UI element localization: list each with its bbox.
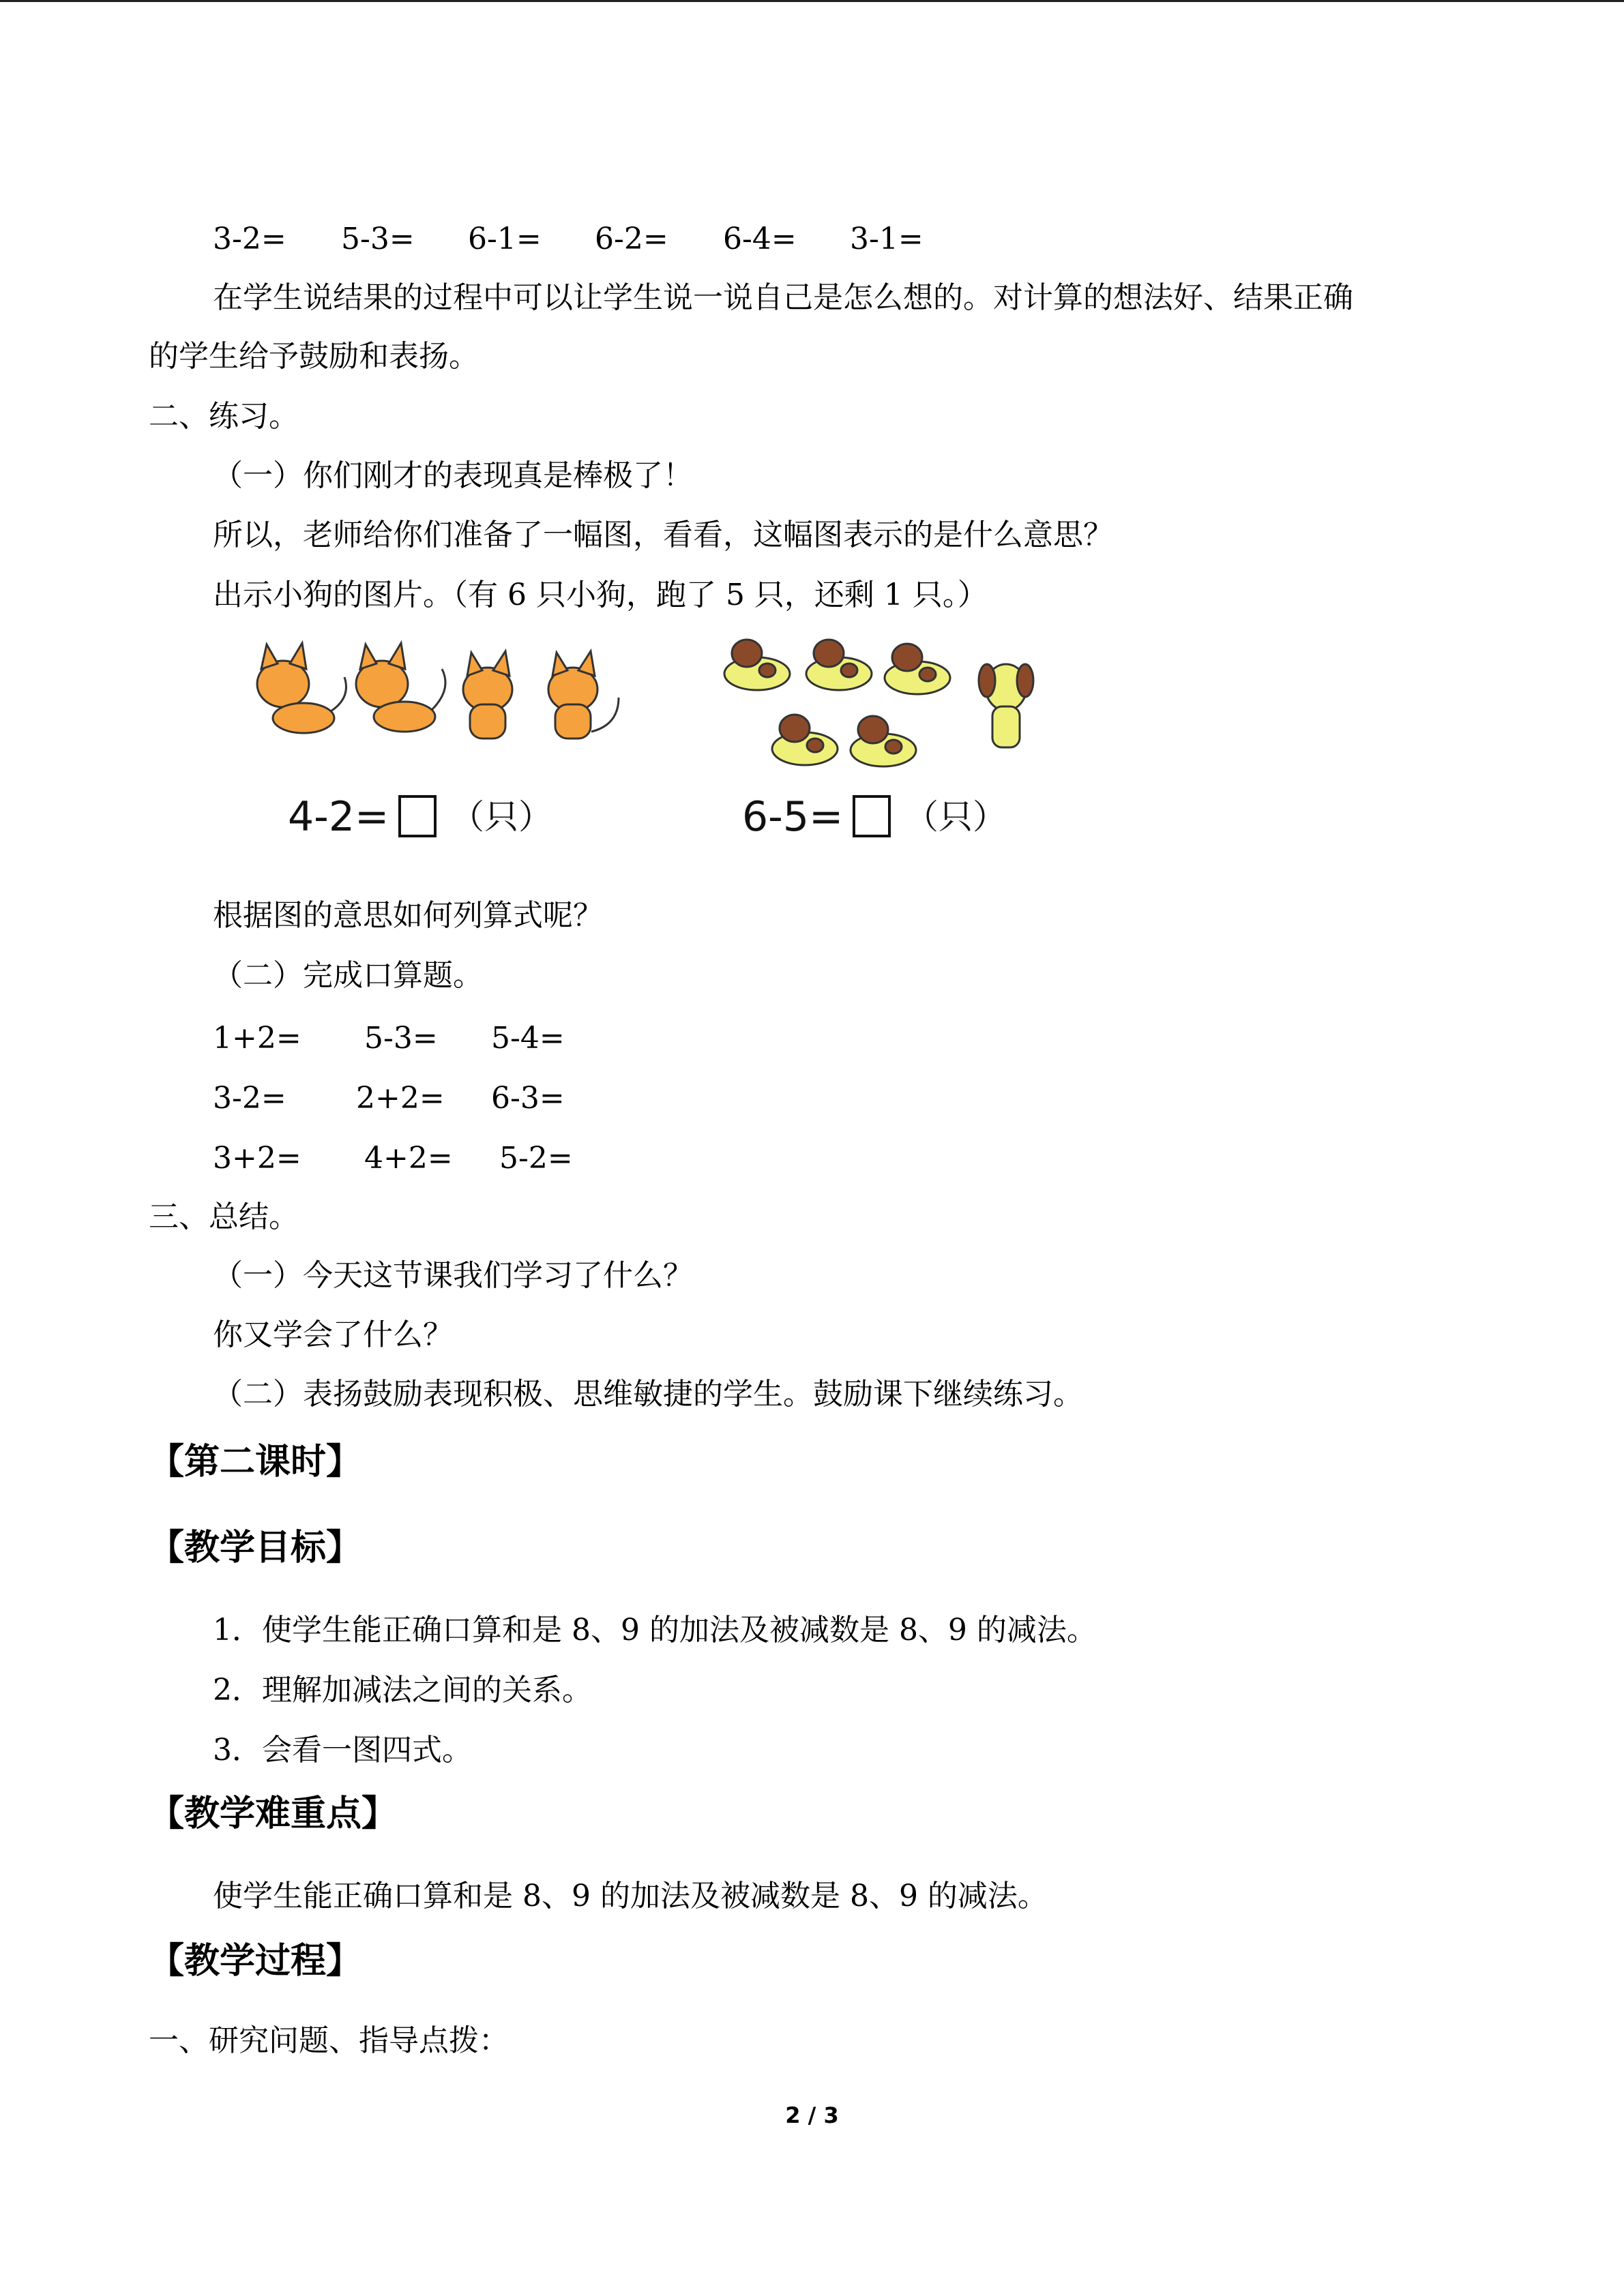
paragraph-line: 的学生给予鼓励和表扬。 [149,339,479,374]
section-title: 二、练习。 [149,399,299,434]
drill-equation: 6-3= [491,1081,565,1116]
equation: 6-1= [468,222,542,256]
cat-icon [548,651,619,739]
subsection-title: （一）今天这节课我们学习了什么？ [213,1258,693,1293]
drill-equation: 3+2= [213,1141,301,1176]
dog-icon [806,640,872,690]
cat-icon [356,643,445,732]
figure-equation-right: 6-5= [742,793,844,841]
heading-teaching-goals: 【教学目标】 [149,1527,362,1568]
figure-unit-right: （只） [904,797,1007,837]
paragraph-line: 所以，老师给你们准备了一幅图，看看，这幅图表示的是什么意思？ [213,518,1113,552]
dog-icon [885,644,950,694]
heading-key-points: 【教学难重点】 [149,1793,398,1834]
subsection-title: （二）表扬鼓励表现积极、思维敏捷的学生。鼓励课下继续练习。 [213,1377,1083,1412]
dogs-illustration [720,633,1040,790]
cat-icon [257,643,346,733]
paragraph-line: 根据图的意思如何列算式呢？ [213,898,603,933]
subsection-title: （二）完成口算题。 [213,958,483,993]
equation: 5-3= [341,222,415,256]
figure-unit-left: （只） [450,797,552,837]
paragraph-line: 你又学会了什么？ [213,1317,453,1352]
heading-lesson-two: 【第二课时】 [149,1442,362,1482]
equation: 3-2= [213,222,286,256]
answer-box [398,795,437,837]
drill-equation: 3-2= [213,1081,286,1116]
goal-item: 2．理解加减法之间的关系。 [213,1673,592,1708]
drill-equation: 4+2= [364,1141,453,1176]
goal-item: 1．使学生能正确口算和是 8、9 的加法及被减数是 8、9 的减法。 [213,1613,1097,1648]
section-title: 一、研究问题、指导点拨： [149,2023,509,2058]
figure-equation-left: 4-2= [288,793,389,841]
drill-equation: 1+2= [213,1021,301,1056]
dog-icon [772,715,838,765]
paragraph-line: 出示小狗的图片。（有 6 只小狗，跑了 5 只，还剩 1 只。） [213,578,988,612]
drill-equation: 5-2= [499,1141,573,1176]
paragraph-line: 使学生能正确口算和是 8、9 的加法及被减数是 8、9 的减法。 [213,1879,1048,1913]
subsection-title: （一）你们刚才的表现真是棒极了！ [213,458,693,493]
cat-icon [463,651,512,739]
dog-icon [979,664,1033,747]
dog-icon [724,640,790,690]
equation: 3-1= [850,222,924,256]
answer-box [853,795,891,837]
drill-equation: 2+2= [356,1081,445,1116]
page-number: 2 / 3 [785,2102,839,2128]
drill-equation: 5-4= [491,1021,565,1056]
equation: 6-4= [723,222,797,256]
goal-item: 3．会看一图四式。 [213,1733,472,1768]
heading-teaching-process: 【教学过程】 [149,1941,362,1982]
paragraph-line: 在学生说结果的过程中可以让学生说一说自己是怎么想的。对计算的想法好、结果正确 [213,280,1353,315]
cats-illustration [242,636,638,745]
drill-equation: 5-3= [364,1021,438,1056]
section-title: 三、总结。 [149,1199,299,1234]
equation: 6-2= [595,222,668,256]
dog-icon [851,716,916,766]
